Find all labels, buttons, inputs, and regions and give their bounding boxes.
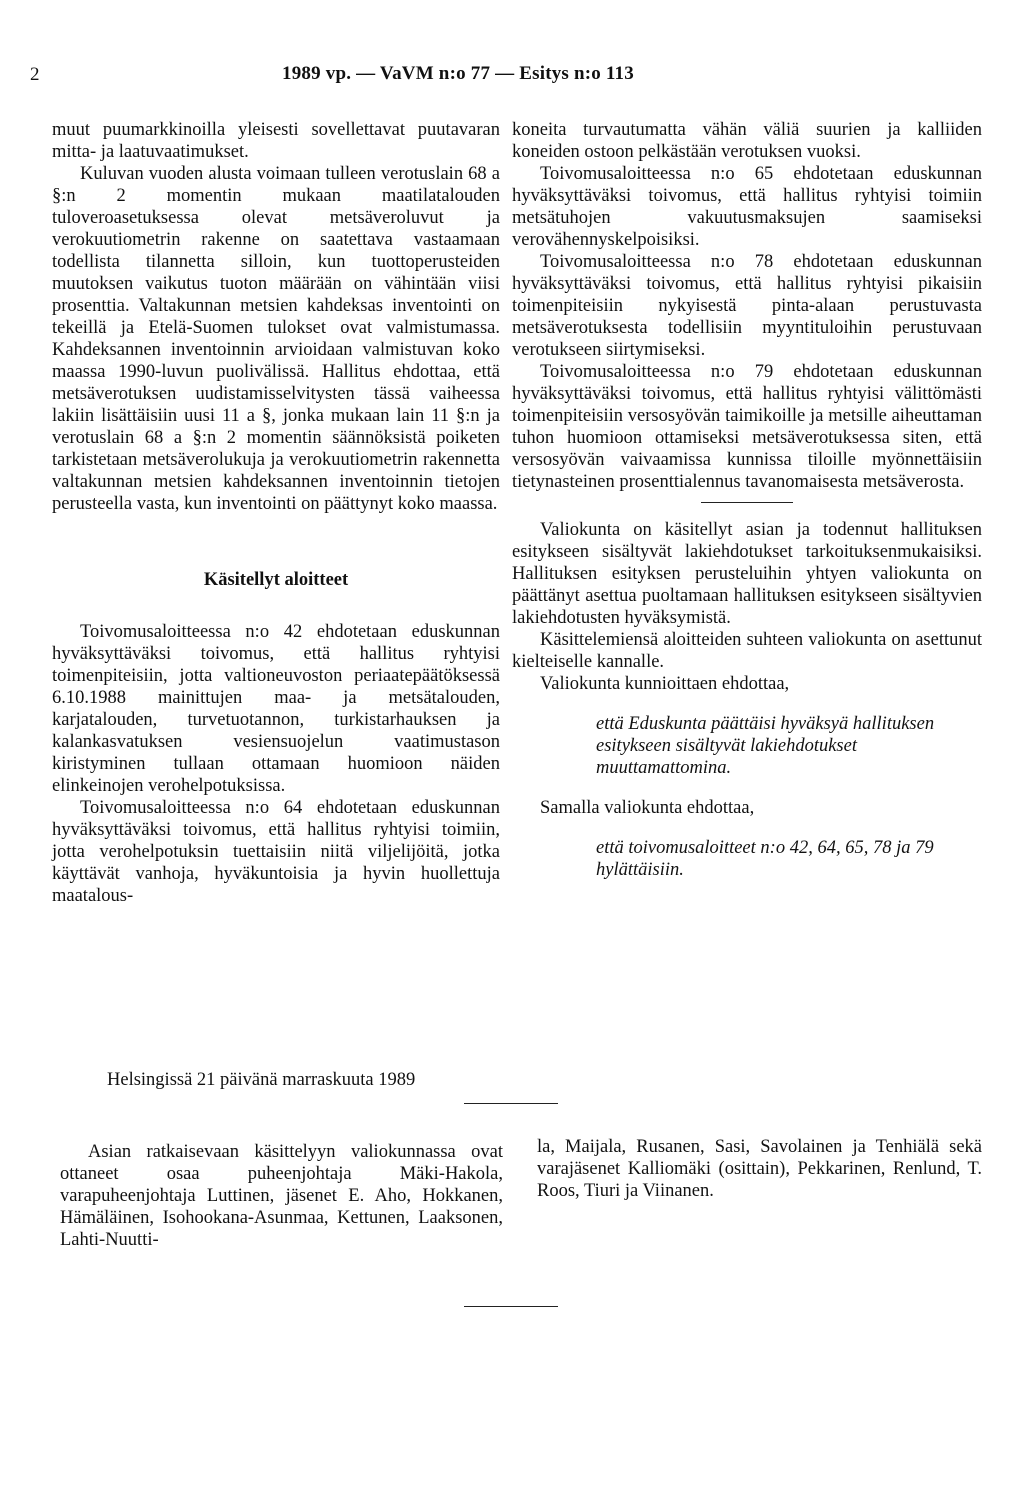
running-header: 1989 vp. — VaVM n:o 77 — Esitys n:o 113 xyxy=(282,63,634,84)
date-line: Helsingissä 21 päivänä marraskuuta 1989 xyxy=(107,1070,416,1090)
proposal-1: että Eduskunta päättäisi hyväksyä hallituksen esitykseen sisältyvät lakiehdotukset muuttamattomina. xyxy=(596,714,935,778)
participants-left: Asian ratkaisevaan käsittelyyn valiokunnassa ovat ottaneet osaa puheenjohtaja Mäki-Hakola, varapuheenjohtaja Luttinen, jäsenet E. Aho, Hokkanen, Hämäläinen, Isohookana-Asunmaa, Kettunen, Laaksonen, Lahti-Nuutti- xyxy=(60,1142,503,1250)
page-number: 2 xyxy=(30,64,40,85)
participants-right: la, Maijala, Rusanen, Sasi, Savolainen ja Tenhiälä sekä varajäsenet Kalliomäki (osittain), Pekkarinen, Renlund, T. Roos, Tiuri ja Viinanen. xyxy=(537,1137,982,1201)
closing-divider xyxy=(464,1103,558,1104)
left-paragraph-4: Toivomusaloitteessa n:o 64 ehdotetaan eduskunnan hyväksyttäväksi toivomus, että hallitus ryhtyisi toimiin, jotta verohelpotuksin tuettaisiin niitä viljelijöitä, jotka käyttävät vanhoja, hyväkuntoisia ja hyvin huollettuja maatalous- xyxy=(52,798,500,906)
right-paragraph-7: Valiokunta kunnioittaen ehdottaa, xyxy=(540,674,790,694)
right-paragraph-5: Valiokunta on käsitellyt asian ja todennut hallituksen esitykseen sisältyvät lakiehdotukset tarkoituksenmukaisiksi. Hallituksen esityksen perusteluihin yhtyen valiokunta on päättänyt asettua puoltamaan hallituksen esitykseen sisältyvien lakiehdotusten hyväksymistä. xyxy=(512,520,982,628)
right-paragraph-1: koneita turvautumatta vähän väliä suurien ja kalliiden koneiden ostoon pelkästään verotuksen vuoksi. xyxy=(512,120,982,162)
right-paragraph-6: Käsittelemiensä aloitteiden suhteen valiokunta on asettunut kielteiselle kannalle. xyxy=(512,630,982,672)
right-paragraph-4: Toivomusaloitteessa n:o 79 ehdotetaan eduskunnan hyväksyttäväksi toivomus, että hallitus ryhtyisi välittömästi toimenpiteisiin versosyövän taimikoille ja metsille aiheuttaman tuhon huomioon ottamiseksi metsäverotuksessa siten, että versosyövän vaivaamissa kunnissa tiloille myönnettäisiin tietynasteinen prosenttialennus tavanomaisesta metsäverosta. xyxy=(512,362,982,492)
left-paragraph-2: Kuluvan vuoden alusta voimaan tulleen verotuslain 68 a §:n 2 momentin mukaan maatilatalouden tuloveroasetuksessa olevat metsäveroluvut ja verokuutiometrin rakenne on saatettava vastaamaan todellista tilannetta silloin, kun tuottoperusteiden muutoksen vaikutus tuoton määrään on vähintään viisi prosenttia. Valtakunnan metsien kahdeksas inventointi on tekeillä ja Etelä-Suomen tulokset ovat valmistumassa. Kahdeksannen inventoinnin arvioidaan valmistuvan koko maassa 1990-luvun puolivälissä. Hallitus ehdottaa, että metsäverotuksen uudistamisselvitysten tässä vaiheessa lakiin lisättäisiin uusi 11 a §, jonka mukaan lain 11 §:n ja verotuslain 68 a §:n 2 momentin säännöksistä poiketen tarkistetaan metsäverolukuja ja verokuutiometrin rakennetta valtakunnan metsien kahdeksannen inventoinnin tietojen perusteella vasta, kun inventointi on päättynyt koko maassa. xyxy=(52,164,500,514)
section-heading: Käsitellyt aloitteet xyxy=(203,570,349,590)
section-divider xyxy=(701,502,793,503)
bottom-divider xyxy=(464,1306,558,1307)
right-paragraph-8: Samalla valiokunta ehdottaa, xyxy=(540,798,755,818)
right-paragraph-2: Toivomusaloitteessa n:o 65 ehdotetaan eduskunnan hyväksyttäväksi toivomus, että hallitus ryhtyisi toimiin metsätuhojen vakuutusmaksujen saamiseksi verovähennyskelpoisiksi. xyxy=(512,164,982,250)
right-paragraph-3: Toivomusaloitteessa n:o 78 ehdotetaan eduskunnan hyväksyttäväksi toivomus, että hallitus ryhtyisi pikaisiin toimenpiteisiin nykyisestä pinta-alaan perustuvasta metsäverotuksesta todellisiin myyntituloihin perustuvaan verotukseen siirtymiseksi. xyxy=(512,252,982,360)
proposal-2: että toivomusaloitteet n:o 42, 64, 65, 78 ja 79 hylättäisiin. xyxy=(596,838,934,880)
left-paragraph-1: muut puumarkkinoilla yleisesti sovellettavat puutavaran mitta- ja laatuvaatimukset. xyxy=(52,120,500,162)
left-column xyxy=(52,119,500,907)
left-paragraph-3: Toivomusaloitteessa n:o 42 ehdotetaan eduskunnan hyväksyttäväksi toivomus, että hallitus ryhtyisi toimenpiteisiin, jotta valtioneuvoston periaatepäätöksessä 6.10.1988 mainittujen maa- ja metsätalouden, karjatalouden, turvetuotannon, turkistarhauksen ja kalankasvatuksen vesiensuojelun vaatimustason kiristyminen tullaan ottamaan huomioon näiden elinkeinojen verohelpotuksissa. xyxy=(52,622,500,796)
right-column xyxy=(512,119,982,881)
